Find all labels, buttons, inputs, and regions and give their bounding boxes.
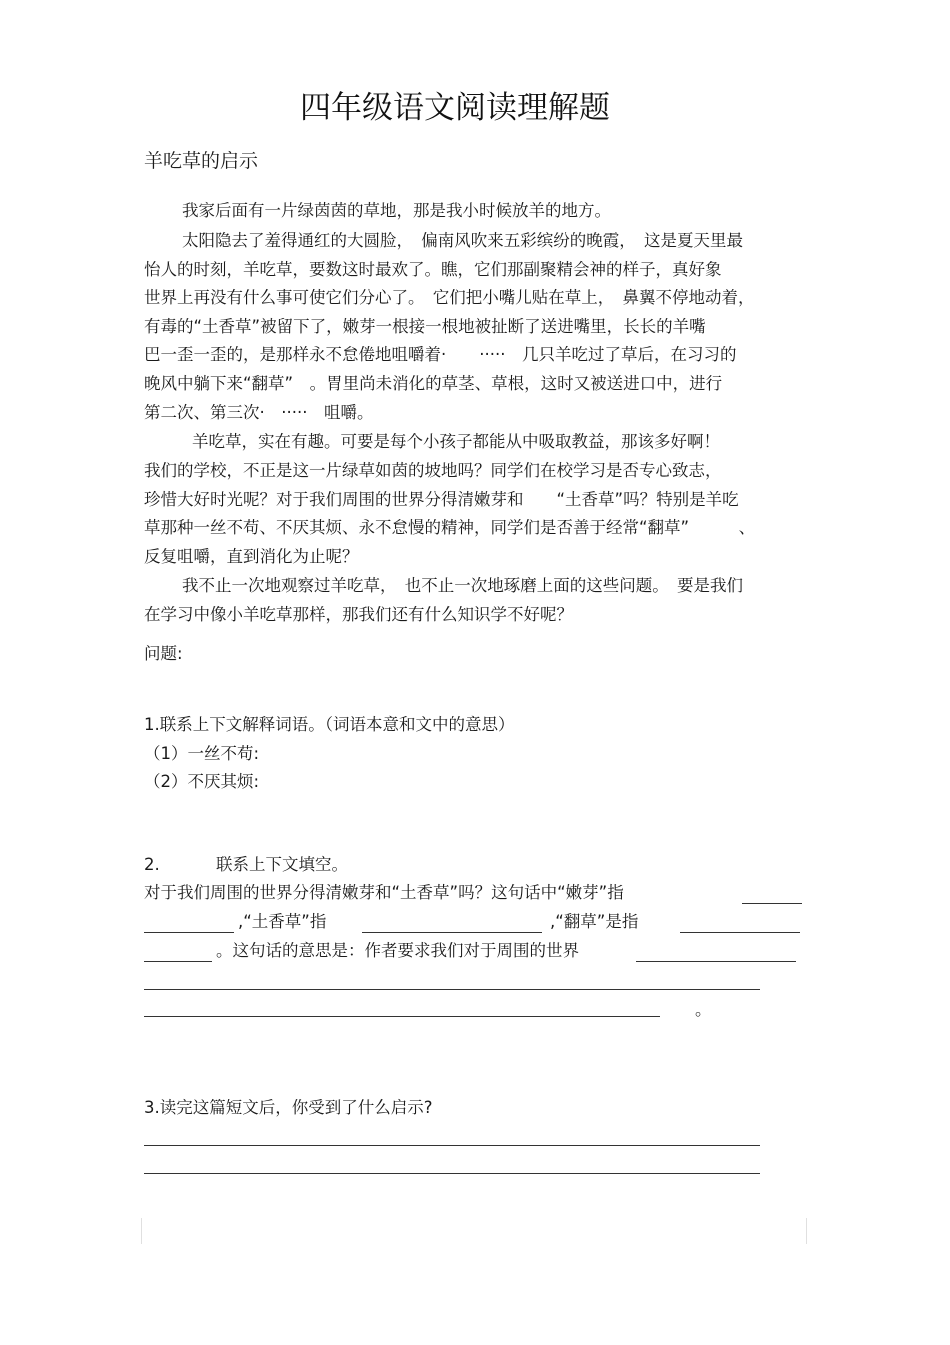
passage-title: 羊吃草的启示 xyxy=(144,150,259,172)
question-2-heading: 联系上下文填空。 xyxy=(216,855,348,874)
question-2-text: 。这句话的意思是：作者要求我们对于周围的世界 xyxy=(216,941,579,960)
passage-line: 怡人的时刻，羊吃草，要数这时最欢了。瞧，它们那副聚精会神的样子，真好象 xyxy=(144,260,722,279)
passage-line: 第二次、第三次· ····· 咀嚼。 xyxy=(144,403,374,422)
questions-label: 问题: xyxy=(144,644,183,663)
answer-line[interactable] xyxy=(144,1145,760,1146)
question-2-number: 2. xyxy=(144,855,160,874)
margin-rule xyxy=(806,1218,807,1244)
passage-line: 太阳隐去了羞得通红的大圆脸， 偏南风吹来五彩缤纷的晚霞， 这是夏天里最 xyxy=(182,231,743,250)
answer-blank[interactable] xyxy=(680,932,800,933)
question-3-heading: 3.读完这篇短文后，你受到了什么启示? xyxy=(144,1098,433,1117)
question-1-item: （1）一丝不苟: xyxy=(144,744,260,763)
question-1-item: （2）不厌其烦: xyxy=(144,772,260,791)
answer-line[interactable] xyxy=(144,1016,660,1017)
answer-line[interactable] xyxy=(144,989,760,990)
passage-line: 巴一歪一歪的，是那样永不怠倦地咀嚼着· ····· 几只羊吃过了草后，在习习的 xyxy=(144,345,737,364)
passage-line: 我家后面有一片绿茵茵的草地，那是我小时候放羊的地方。 xyxy=(182,201,611,220)
passage-line: 羊吃草，实在有趣。可要是每个小孩子都能从中吸取教益，那该多好啊！ xyxy=(192,432,720,451)
answer-blank[interactable] xyxy=(144,932,234,933)
answer-blank[interactable] xyxy=(362,932,542,933)
passage-line: 草那种一丝不苟、不厌其烦、永不怠慢的精神，同学们是否善于经常“翻草” 、 xyxy=(144,518,756,537)
passage-line: 世界上再没有什么事可使它们分心了。 它们把小嘴儿贴在草上， 鼻翼不停地动着， xyxy=(144,288,755,307)
question-2-sentence: 对于我们周围的世界分得清嫩芽和“土香草”吗？这句话中“嫩芽”指 xyxy=(144,883,624,902)
passage-line: 珍惜大好时光呢？对于我们周围的世界分得清嫩芽和 “土香草”吗？特别是羊吃 xyxy=(144,490,739,509)
margin-rule xyxy=(141,1218,142,1244)
passage-line: 我们的学校，不正是这一片绿草如茵的坡地吗？同学们在校学习是否专心致志， xyxy=(144,461,722,480)
question-2-text: ,“土香草”指 xyxy=(238,912,327,931)
answer-blank[interactable] xyxy=(636,961,796,962)
answer-blank[interactable] xyxy=(742,903,802,904)
passage-line: 我不止一次地观察过羊吃草， 也不止一次地琢磨上面的这些问题。 要是我们 xyxy=(182,576,743,595)
question-2-end-mark: 。 xyxy=(695,1000,712,1019)
answer-blank[interactable] xyxy=(144,961,212,962)
passage-line: 反复咀嚼，直到消化为止呢？ xyxy=(144,547,359,566)
question-2-text: ,“翻草”是指 xyxy=(550,912,639,931)
passage-line: 晚风中躺下来“翻草” 。胃里尚未消化的草茎、草根，这时又被送进口中，进行 xyxy=(144,374,723,393)
passage-line: 有毒的“土香草”被留下了，嫩芽一根接一根地被扯断了送进嘴里，长长的羊嘴 xyxy=(144,317,706,336)
question-1-heading: 1.联系上下文解释词语。（词语本意和文中的意思） xyxy=(144,715,515,734)
passage-line: 在学习中像小羊吃草那样，那我们还有什么知识学不好呢？ xyxy=(144,605,573,624)
answer-line[interactable] xyxy=(144,1173,760,1174)
document-title: 四年级语文阅读理解题 xyxy=(300,90,610,126)
